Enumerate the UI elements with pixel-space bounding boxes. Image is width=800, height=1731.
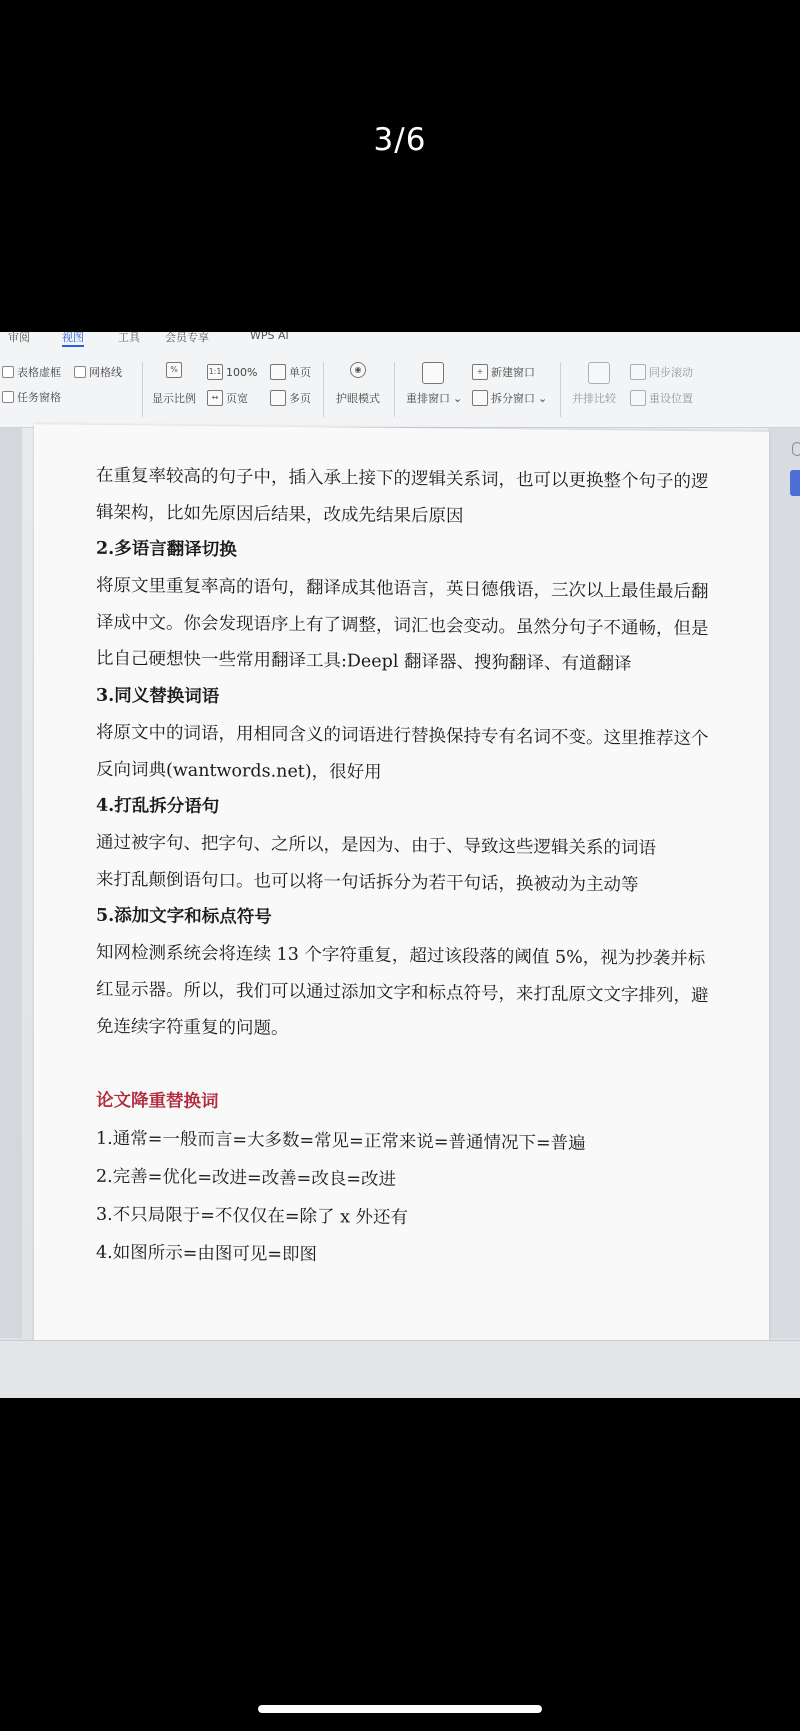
multi-page-label: 多页 <box>289 392 311 405</box>
rearrange-windows-label: 重排窗口 <box>406 392 450 405</box>
gridlines-checkbox[interactable] <box>74 366 86 378</box>
doc-line: 译成中文。你会发现语序上有了调整，词汇也会变动。虽然分句子不通畅，但是 <box>96 612 709 640</box>
doc-heading: 2.多语言翻译切换 <box>96 538 237 561</box>
single-page-label: 单页 <box>289 366 311 379</box>
side-panel-tab[interactable] <box>790 470 800 496</box>
new-window-button[interactable] <box>472 364 535 380</box>
doc-heading: 4.打乱拆分语句 <box>96 795 220 818</box>
section-title: 论文降重替换词 <box>96 1090 219 1113</box>
wps-ribbon <box>0 332 800 428</box>
ribbon-divider <box>394 362 395 417</box>
new-window-icon: + <box>472 364 488 380</box>
doc-line: 在重复率较高的句子中，插入承上接下的逻辑关系词，也可以更换整个句子的逻 <box>96 465 709 493</box>
image-counter: 3/6 <box>373 122 427 158</box>
zoom-100-icon: 1:1 <box>207 364 223 380</box>
doc-line: 红显示器。所以，我们可以通过添加文字和标点符号，来打乱原文文字排列，避 <box>96 979 709 1007</box>
doc-line: 反向词典(wantwords.net)，很好用 <box>96 759 382 783</box>
table-grid-checkbox[interactable] <box>2 366 14 378</box>
side-by-side-button[interactable]: 并排比较 <box>572 392 616 405</box>
multi-page-icon <box>270 390 286 406</box>
single-page-button[interactable] <box>270 364 311 380</box>
document-page[interactable] <box>34 424 769 1349</box>
tab-tools[interactable]: 工具 <box>118 332 140 344</box>
doc-line: 将原文里重复率高的语句，翻译成其他语言，英日德俄语，三次以上最佳最后翻 <box>96 575 709 603</box>
new-window-label: 新建窗口 <box>491 366 535 379</box>
reset-position-icon <box>630 390 646 406</box>
task-pane-label: 任务窗格 <box>17 391 61 404</box>
task-pane-option[interactable] <box>2 389 61 405</box>
doc-heading: 3.同义替换词语 <box>96 685 220 708</box>
sync-scroll-button[interactable] <box>630 364 693 380</box>
single-page-icon <box>270 364 286 380</box>
side-by-side-icon[interactable] <box>588 362 610 384</box>
table-grid-label: 表格虚框 <box>17 366 61 379</box>
doc-line: 通过被字句、把字句、之所以，是因为、由于、导致这些逻辑关系的词语 <box>96 832 656 859</box>
multi-page-button[interactable] <box>270 390 311 406</box>
doc-heading: 5.添加文字和标点符号 <box>96 905 272 928</box>
doc-line: 免连续字符重复的问题。 <box>96 1016 289 1039</box>
gridlines-option[interactable] <box>74 364 122 380</box>
tab-review[interactable]: 审阅 <box>8 332 30 344</box>
page-width-icon: ↔ <box>207 390 223 406</box>
doc-line: 将原文中的词语，用相同含义的词语进行替换保持专有名词不变。这里推荐这个 <box>96 722 709 750</box>
split-window-button[interactable] <box>472 390 547 406</box>
eye-icon[interactable] <box>350 362 366 378</box>
zoom-100-label: 100% <box>226 365 258 379</box>
tab-member[interactable]: 会员专享 <box>165 332 209 344</box>
replacement-item: 4.如图所示=由图可见=即图 <box>96 1242 318 1266</box>
zoom-ratio-button[interactable]: 显示比例 <box>152 392 196 405</box>
home-indicator[interactable] <box>258 1705 542 1713</box>
tab-wps-ai[interactable]: WPS AI <box>250 332 289 342</box>
doc-line: 比自己硬想快一些常用翻译工具:Deepl 翻译器、搜狗翻译、有道翻译 <box>96 648 632 675</box>
ribbon-tabs <box>0 332 800 354</box>
sync-scroll-icon <box>630 364 646 380</box>
split-window-label: 拆分窗口 <box>491 392 535 405</box>
rearrange-windows-icon[interactable] <box>422 362 444 384</box>
left-margin-area <box>0 428 22 1338</box>
split-window-icon <box>472 390 488 406</box>
zoom-100-button[interactable] <box>207 364 257 380</box>
eye-glyph-icon: ◉ <box>350 362 366 378</box>
sync-scroll-label: 同步滚动 <box>649 366 693 379</box>
page-width-label: 页宽 <box>226 392 248 405</box>
zoom-ratio-icon[interactable] <box>166 362 182 378</box>
page-width-button[interactable] <box>207 390 248 406</box>
rearrange-windows-button[interactable] <box>406 390 462 406</box>
replacement-item: 2.完善=优化=改进=改善=改良=改进 <box>96 1166 397 1190</box>
side-by-side-glyph-icon <box>588 362 610 384</box>
task-pane-checkbox[interactable] <box>2 391 14 403</box>
table-grid-option[interactable] <box>2 364 61 380</box>
replacement-item: 1.通常=一般而言=大多数=常见=正常来说=普通情况下=普遍 <box>96 1128 586 1154</box>
right-side-panel <box>768 428 800 1338</box>
status-bar <box>0 1340 800 1398</box>
replacement-item: 3.不只局限于=不仅仅在=除了 x 外还有 <box>96 1204 409 1229</box>
ribbon-divider <box>142 362 143 417</box>
side-panel-toggle-icon[interactable] <box>792 442 800 456</box>
gridlines-label: 网格线 <box>89 366 122 379</box>
doc-line: 来打乱颠倒语句口。也可以将一句话拆分为若干句话，换被动为主动等 <box>96 869 639 896</box>
reset-position-button[interactable] <box>630 390 693 406</box>
tab-view[interactable]: 视图 <box>62 332 84 347</box>
ribbon-divider <box>560 362 561 417</box>
reset-position-label: 重设位置 <box>649 392 693 405</box>
chevron-down-icon: ⌄ <box>538 391 548 405</box>
doc-line: 辑架构，比如先原因后结果，改成先结果后原因 <box>96 502 464 527</box>
rearrange-windows-glyph-icon <box>422 362 444 384</box>
ribbon-divider <box>323 362 324 417</box>
zoom-ratio-glyph-icon: % <box>166 362 182 378</box>
eye-mode-button[interactable]: 护眼模式 <box>336 392 380 405</box>
chevron-down-icon: ⌄ <box>453 391 463 405</box>
doc-line: 知网检测系统会将连续 13 个字符重复，超过该段落的阈值 5%，视为抄袭并标 <box>96 942 706 970</box>
screen-photo <box>0 332 800 1398</box>
